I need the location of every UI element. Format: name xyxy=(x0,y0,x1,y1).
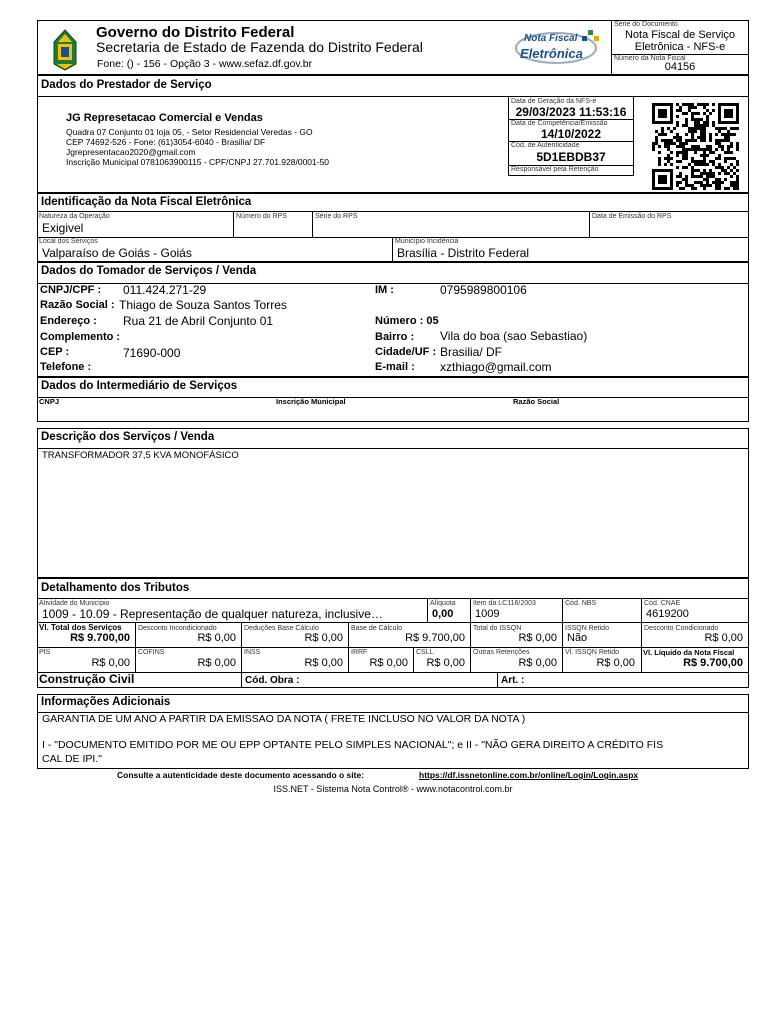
cofins-caption: COFINS xyxy=(138,649,165,656)
descricao-section-title: Descrição dos Serviços / Venda xyxy=(41,431,215,443)
logo-nota-fiscal: Nota Fiscal xyxy=(524,33,578,44)
geracao-value: 29/03/2023 11:53:16 xyxy=(515,105,627,119)
prestador-name: JG Represetacao Comercial e Vendas xyxy=(66,112,263,124)
outras-caption: Outras Retenções xyxy=(473,649,530,656)
nfse-logo xyxy=(512,24,604,70)
descricao-title-line xyxy=(37,448,749,449)
inss-caption: INSS xyxy=(244,649,261,656)
trib-r4-div-1 xyxy=(241,672,242,688)
serie-caption: Série do Documento xyxy=(614,21,678,28)
intermediario-section-title: Dados do Intermediário de Serviços xyxy=(41,380,238,392)
desc-cond-caption: Desconto Condicionado xyxy=(644,625,719,632)
informacoes-line2b: CAL DE IPI." xyxy=(42,753,102,765)
irrf-value: R$ 0,00 xyxy=(369,657,408,669)
tomador-complemento-label: Complemento : xyxy=(40,331,121,343)
identificacao-section-title: Identificação da Nota Fiscal Eletrônica xyxy=(41,196,252,208)
pis-caption: PIS xyxy=(39,649,51,656)
desc-incond-caption: Desconto Incondicionado xyxy=(138,625,217,632)
qr-code-icon xyxy=(648,102,742,190)
numero-rps-caption: Número do RPS xyxy=(236,213,287,220)
tributos-title-line xyxy=(37,598,749,599)
autenticidade-caption: Cód. de Autenticidade xyxy=(511,142,580,149)
tomador-bairro-value: Vila do boa (sao Sebastiao) xyxy=(440,329,588,343)
autenticidade-value: 5D1EBDB37 xyxy=(536,150,606,164)
natureza-caption: Natureza da Operação xyxy=(39,213,110,220)
data-rps-caption: Data de Emissão do RPS xyxy=(592,213,672,220)
irrf-caption: IRRF xyxy=(351,649,368,656)
footer-link[interactable]: https://df.issnetonline.com.br/online/Login/Login.aspx xyxy=(419,770,639,780)
numero-nota-caption: Número da Nota Fiscal xyxy=(614,55,686,62)
liquido-caption: Vl. Líquido da Nota Fiscal xyxy=(643,648,735,657)
identificacao-title-line xyxy=(37,211,749,212)
tomador-endereco-label: Endereço : xyxy=(40,315,97,327)
base-calculo-caption: Base de Cálculo xyxy=(351,625,402,632)
ident-divider-4 xyxy=(392,237,393,262)
aliquota-caption: Alíquota xyxy=(430,600,456,607)
csll-caption: CSLL xyxy=(416,649,434,656)
intermediario-razao-caption: Razão Social xyxy=(513,397,560,406)
tomador-im-value: 0795989800106 xyxy=(440,283,527,297)
tomador-im-label: IM : xyxy=(375,284,394,296)
trib-r1-div-4 xyxy=(641,598,642,622)
prestador-cep-fone: CEP 74692-526 - Fone: (61)3054-6040 - Brasilia/ DF xyxy=(66,137,266,147)
prestador-section-title: Dados do Prestador de Serviço xyxy=(41,79,212,91)
cod-obra-label: Cód. Obra : xyxy=(245,675,300,686)
descricao-text: TRANSFORMADOR 37,5 KVA MONOFÁSICO xyxy=(42,450,239,461)
intermediario-title-line xyxy=(37,397,749,398)
base-calculo-value: R$ 9.700,00 xyxy=(405,632,465,644)
cnae-value: 4619200 xyxy=(646,608,689,620)
tomador-section-title: Dados do Tomador de Serviços / Venda xyxy=(41,265,257,277)
intermediario-inscricao-caption: Inscrição Municipal xyxy=(276,397,346,406)
cnae-caption: Cód. CNAE xyxy=(644,600,681,607)
pis-value: R$ 0,00 xyxy=(91,657,130,669)
serie-line1: Nota Fiscal de Serviço xyxy=(624,29,736,41)
intermediario-cnpj-caption: CNPJ xyxy=(39,397,60,406)
vl-issqn-retido-value: R$ 0,00 xyxy=(596,657,635,669)
tomador-endereco-value: Rua 21 de Abril Conjunto 01 xyxy=(123,314,274,328)
trib-row1-line xyxy=(37,622,749,623)
tomador-cidade-value: Brasilia/ DF xyxy=(440,345,503,359)
construcao-label: Construção Civil xyxy=(39,672,135,686)
tomador-bairro-label: Bairro : xyxy=(375,331,415,343)
local-caption: Local dos Serviços xyxy=(39,238,98,245)
informacoes-line1: GARANTIA DE UM ANO A PARTIR DA EMISSAO DA NOTA ( FRETE INCLUSO NO VALOR DA NOTA ) xyxy=(42,713,526,725)
vl-issqn-retido-caption: Vl. ISSQN Retido xyxy=(565,649,620,656)
prestador-inscricao: Inscrição Municipal 0781063900115 - CPF/CNPJ 27.701.928/0001-50 xyxy=(66,157,330,167)
ident-row-line xyxy=(37,237,749,238)
header-fone: Fone: () - 156 - Opção 3 - www.sefaz.df.gov.br xyxy=(97,58,313,70)
natureza-value: Exigivel xyxy=(42,221,84,235)
prestador-email: Jgrepresentacao2020@gmail.com xyxy=(66,147,196,157)
prestador-title-line xyxy=(37,96,749,97)
tomador-email-label: E-mail : xyxy=(375,361,415,373)
atividade-caption: Atividade do Município xyxy=(39,600,110,607)
art-label: Art. : xyxy=(501,675,525,686)
aliquota-value: 0,00 xyxy=(432,608,454,620)
local-value: Valparaíso de Goiás - Goiás xyxy=(42,246,192,260)
gov-title: Governo do Distrito Federal xyxy=(96,24,295,41)
item-value: 1009 xyxy=(475,608,500,620)
brasao-icon xyxy=(46,28,84,72)
nbs-caption: Cód. NBS xyxy=(565,600,597,607)
serie-line2: Eletrônica - NFS-e xyxy=(634,41,726,53)
atividade-value: 1009 - 10.09 - Representação de qualquer natureza, inclusive… xyxy=(42,607,383,621)
municipio-value: Brasília - Distrito Federal xyxy=(397,246,530,260)
trib-r2-div-5 xyxy=(562,622,563,647)
issqn-retido-caption: ISSQN Retido xyxy=(565,625,609,632)
tomador-cnpj-value: 011.424.271-29 xyxy=(123,283,207,297)
logo-eletronica: Eletrônica xyxy=(520,46,583,61)
prestador-address: Quadra 07 Conjunto 01 loja 05, - Setor Residencial Veredas - GO xyxy=(66,127,313,137)
tomador-cidade-label: Cidade/UF : xyxy=(375,346,437,358)
csll-value: R$ 0,00 xyxy=(426,657,465,669)
trib-row3-line xyxy=(37,672,749,673)
tomador-numero-label: Número : 05 xyxy=(375,315,439,327)
responsavel-caption: Responsável pela Retenção xyxy=(511,166,599,173)
municipio-caption: Município Incidência xyxy=(395,238,459,245)
footer-consulte: Consulte a autenticidade deste documento acessando o site: xyxy=(117,770,365,780)
liquido-value: R$ 9.700,00 xyxy=(683,657,743,669)
serie-rps-caption: Série do RPS xyxy=(315,213,358,220)
tomador-email-value: xzthiago@gmail.com xyxy=(440,360,552,374)
informacoes-line2a: I - "DOCUMENTO EMITIDO POR ME OU EPP OPTANTE PELO SIMPLES NACIONAL"; e II - "NÃO GERA DIREITO A CRÉDITO FIS xyxy=(42,739,664,751)
secretaria-title: Secretaria de Estado de Fazenda do Distrito Federal xyxy=(96,39,423,55)
total-issqn-caption: Total do ISSQN xyxy=(473,625,522,632)
geracao-caption: Data de Geração da NFS-e xyxy=(511,98,597,105)
desc-incond-value: R$ 0,00 xyxy=(197,632,236,644)
trib-r1-div-2 xyxy=(470,598,471,622)
ident-divider-1 xyxy=(233,211,234,237)
competencia-value: 14/10/2022 xyxy=(540,127,602,141)
trib-r4-div-2 xyxy=(497,672,498,688)
deducoes-value: R$ 0,00 xyxy=(304,632,343,644)
trib-r1-div-1 xyxy=(427,598,428,622)
item-caption: Item da LC116/2003 xyxy=(473,600,536,607)
footer-issnet: ISS.NET - Sistema Nota Control® - www.notacontrol.com.br xyxy=(273,784,513,794)
trib-r1-div-3 xyxy=(562,598,563,622)
ident-divider-3 xyxy=(589,211,590,237)
tributos-section-title: Detalhamento dos Tributos xyxy=(41,582,190,594)
tomador-cep-label: CEP : xyxy=(40,346,70,358)
desc-cond-value: R$ 0,00 xyxy=(704,632,743,644)
total-servicos-value: R$ 9.700,00 xyxy=(70,632,130,644)
ident-divider-2 xyxy=(312,211,313,237)
numero-nota-value: 04156 xyxy=(664,61,696,73)
tomador-razao-value: Thiago de Souza Santos Torres xyxy=(119,298,287,312)
issqn-retido-value: Não xyxy=(567,632,588,644)
competencia-caption: Data de Competência/Emissão xyxy=(511,120,608,127)
informacoes-section-title: Informações Adicionais xyxy=(41,696,171,708)
tomador-telefone-label: Telefone : xyxy=(40,361,92,373)
inss-value: R$ 0,00 xyxy=(304,657,343,669)
deducoes-caption: Deduções Base Cálculo xyxy=(244,625,319,632)
tomador-cnpj-label: CNPJ/CPF : xyxy=(40,284,102,296)
outras-value: R$ 0,00 xyxy=(518,657,557,669)
tomador-razao-label: Razão Social : xyxy=(40,299,115,311)
total-servicos-caption: Vl. Total dos Serviços xyxy=(39,623,122,632)
total-issqn-value: R$ 0,00 xyxy=(518,632,557,644)
cofins-value: R$ 0,00 xyxy=(197,657,236,669)
tomador-cep-value: 71690-000 xyxy=(123,346,181,360)
